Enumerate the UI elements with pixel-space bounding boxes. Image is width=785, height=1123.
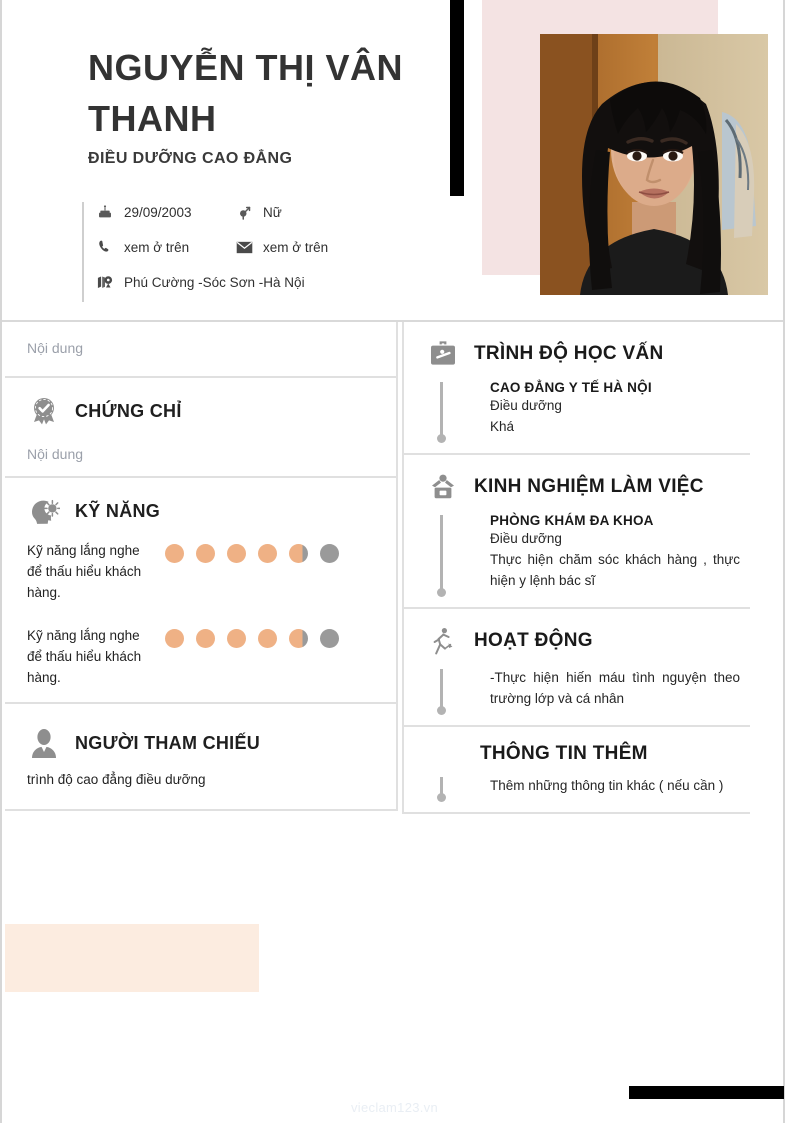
birthday-value: 29/09/2003 bbox=[124, 204, 192, 220]
envelope-icon bbox=[234, 237, 254, 257]
work-desk-icon bbox=[426, 471, 460, 503]
phone-value: xem ở trên bbox=[124, 239, 190, 255]
education-section bbox=[404, 322, 750, 455]
education-org: CAO ĐẲNG Y TẾ HÀ NỘI bbox=[490, 380, 652, 395]
experience-header bbox=[404, 471, 750, 503]
experience-desc: Thực hiện chăm sóc khách hàng , thực hiện y lệnh bác sĩ bbox=[490, 552, 740, 588]
education-title: TRÌNH ĐỘ HỌC VẤN bbox=[474, 343, 664, 364]
rating-dot[interactable] bbox=[165, 629, 184, 648]
contact-gender bbox=[234, 202, 282, 222]
footer-peach-accent-block bbox=[5, 924, 259, 992]
skills-title: KỸ NĂNG bbox=[75, 500, 161, 521]
email-value: xem ở trên bbox=[263, 239, 329, 255]
rating-dot[interactable] bbox=[289, 629, 308, 648]
rating-dot[interactable] bbox=[320, 629, 339, 648]
skill-rating[interactable] bbox=[165, 540, 339, 563]
skills-section bbox=[5, 478, 396, 704]
timeline-marker bbox=[440, 669, 443, 707]
map-pin-icon bbox=[95, 272, 115, 292]
skill-item bbox=[27, 540, 374, 603]
contact-row-1 bbox=[82, 202, 442, 237]
contact-address bbox=[95, 272, 305, 292]
reference-title: NGƯỜI THAM CHIẾU bbox=[75, 732, 261, 753]
reference-text: trình độ cao đẳng điều dưỡng bbox=[27, 772, 206, 787]
cv-body bbox=[2, 322, 783, 902]
additional-info-section bbox=[404, 727, 750, 814]
education-role: Điều dưỡng bbox=[490, 398, 562, 413]
education-desc: Khá bbox=[490, 419, 515, 434]
experience-body bbox=[404, 513, 750, 591]
contact-row-2 bbox=[82, 237, 442, 272]
rating-dot[interactable] bbox=[196, 629, 215, 648]
contact-row-3 bbox=[82, 272, 442, 307]
reference-header bbox=[27, 726, 374, 760]
additional-info-header bbox=[404, 743, 750, 765]
address-value: Phú Cường -Sóc Sơn -Hà Nội bbox=[124, 274, 305, 290]
left-top-placeholder-section bbox=[5, 322, 396, 378]
experience-section bbox=[404, 455, 750, 609]
rating-dot[interactable] bbox=[258, 544, 277, 563]
reference-section bbox=[5, 704, 396, 811]
rating-dot[interactable] bbox=[289, 544, 308, 563]
experience-org: PHÒNG KHÁM ĐA KHOA bbox=[490, 513, 654, 528]
activities-section bbox=[404, 609, 750, 727]
rating-dot[interactable] bbox=[227, 629, 246, 648]
rating-dot[interactable] bbox=[196, 544, 215, 563]
cv-header bbox=[2, 0, 783, 322]
rating-dot[interactable] bbox=[320, 544, 339, 563]
gender-value: Nữ bbox=[263, 204, 282, 220]
contact-phone bbox=[95, 237, 189, 257]
education-header bbox=[404, 338, 750, 370]
award-badge-icon bbox=[27, 394, 61, 428]
rating-dot[interactable] bbox=[258, 629, 277, 648]
additional-info-body bbox=[404, 775, 750, 796]
certificate-placeholder[interactable]: Nội dung bbox=[27, 446, 84, 462]
page-title: NGUYỄN THỊ VÂN THANH bbox=[88, 47, 404, 139]
contact-birthday bbox=[95, 202, 192, 222]
activities-title: HOẠT ĐỘNG bbox=[474, 630, 593, 651]
avatar bbox=[540, 34, 768, 295]
left-top-placeholder[interactable]: Nội dung bbox=[27, 340, 84, 356]
rating-dot[interactable] bbox=[165, 544, 184, 563]
birthday-cake-icon bbox=[95, 202, 115, 222]
timeline-marker bbox=[440, 777, 443, 794]
phone-icon bbox=[95, 237, 115, 257]
activities-body bbox=[404, 667, 750, 709]
contact-info bbox=[82, 202, 442, 307]
activities-desc: -Thực hiện hiến máu tình nguyện theo trường lớp và cá nhân bbox=[490, 670, 740, 706]
education-briefcase-icon bbox=[426, 338, 460, 370]
gender-icon bbox=[234, 202, 254, 222]
education-body bbox=[404, 380, 750, 437]
skill-rating[interactable] bbox=[165, 625, 339, 648]
activity-person-icon bbox=[426, 625, 460, 657]
skill-item bbox=[27, 625, 374, 688]
activities-header bbox=[404, 625, 750, 657]
job-title: ĐIỀU DƯỠNG CAO ĐẲNG bbox=[88, 150, 293, 167]
left-column bbox=[5, 322, 398, 811]
skills-header bbox=[27, 494, 374, 528]
rating-dot[interactable] bbox=[227, 544, 246, 563]
footer-black-accent-bar bbox=[629, 1086, 784, 1099]
certificate-title: CHỨNG CHỈ bbox=[75, 400, 182, 421]
skill-name: Kỹ năng lắng nghe để thấu hiểu khách hàng. bbox=[27, 543, 142, 600]
additional-info-title: THÔNG TIN THÊM bbox=[480, 743, 648, 764]
watermark: vieclam123.vn bbox=[351, 1100, 438, 1115]
skill-name: Kỹ năng lắng nghe để thấu hiểu khách hàng. bbox=[27, 628, 142, 685]
contact-email bbox=[234, 237, 328, 257]
person-icon bbox=[27, 726, 61, 760]
certificate-section bbox=[5, 378, 396, 478]
timeline-marker bbox=[440, 515, 443, 589]
certificate-header bbox=[27, 394, 374, 428]
additional-info-desc: Thêm những thông tin khác ( nếu cần ) bbox=[490, 778, 724, 793]
experience-role: Điều dưỡng bbox=[490, 531, 562, 546]
timeline-marker bbox=[440, 382, 443, 435]
right-column bbox=[402, 322, 750, 814]
experience-title: KINH NGHIỆM LÀM VIỆC bbox=[474, 476, 704, 497]
head-idea-icon bbox=[27, 494, 61, 528]
